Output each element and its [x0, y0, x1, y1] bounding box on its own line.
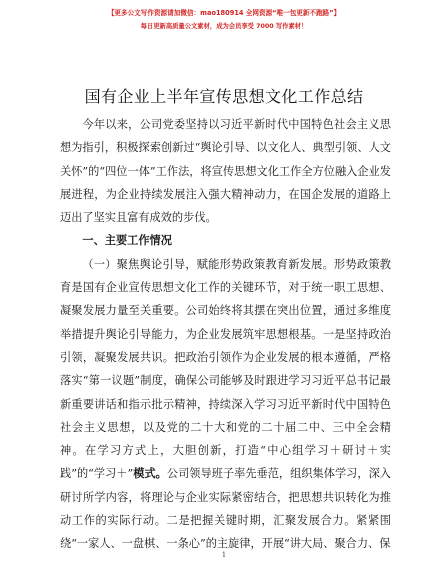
paragraph-bold-text: 模式。 — [133, 467, 167, 481]
paragraph-lead: （一）聚焦舆论引导，赋能形势政策教育新发展。 — [82, 257, 335, 271]
body-paragraph — [60, 253, 391, 556]
promo-banner — [0, 6, 448, 34]
document-body — [60, 113, 391, 556]
paragraph-text: 形势政策教育是国有企业宣传思想文化工作的关键环节，对于统一职工思想、凝聚发展力量至关重要。公司始终将其摆在突出位置，通过多维度举措提升舆论引导能力，为企业发展筑牢思想根基。一是坚持政治引领，凝聚发展共识。把政治引领作为企业发展的根本遵循，严格落实“第一议题”制度，确保公司能够及时跟进学习习近平总书记最新重要讲话和指示批示精神，持续深入学习习近平新时代中国特色社会主义思想，以及党的二十大和党的二十届二中、三中全会精神。在学习方式上，大胆创新，打造“中心组学习＋研讨＋实践”的“学习＋” — [60, 257, 391, 481]
section-heading: 一、主要工作情况 — [82, 234, 172, 248]
paragraph-tail: 公司领导班子率先垂范，组织集体学习，深入研讨所学内容，将理论与企业实际紧密结合，把思想共识转化为推动工作的实际行动。二是把握关键时期，汇聚发展合力。紧紧围绕“一家人、一盘棋、一条心”的主旋律，开展“讲大局、聚合力、保 — [60, 467, 391, 551]
promo-banner-line1: 【更多公文写作资源请加微信：mao180914 全网资源“唯一包更新不跑路”】 — [107, 9, 341, 17]
document-title: 国有企业上半年宣传思想文化工作总结 — [84, 87, 364, 106]
page-number: 1 — [221, 551, 227, 559]
promo-banner-line2: 每日更新高质量公文素材，成为会员享受 7000 写作素材！ — [140, 23, 308, 30]
intro-paragraph: 今年以来，公司党委坚持以习近平新时代中国特色社会主义思想为指引，积极探索创新过“舆论引导、以文化人、典型引领、人文关怀”的“四位一体”工作法，将宣传思想文化工作全方位融入企业发展进程，为企业持续发展注入强大精神动力，在国企发展的道路上迈出了坚实且富有成效的步伐。 — [60, 118, 391, 225]
